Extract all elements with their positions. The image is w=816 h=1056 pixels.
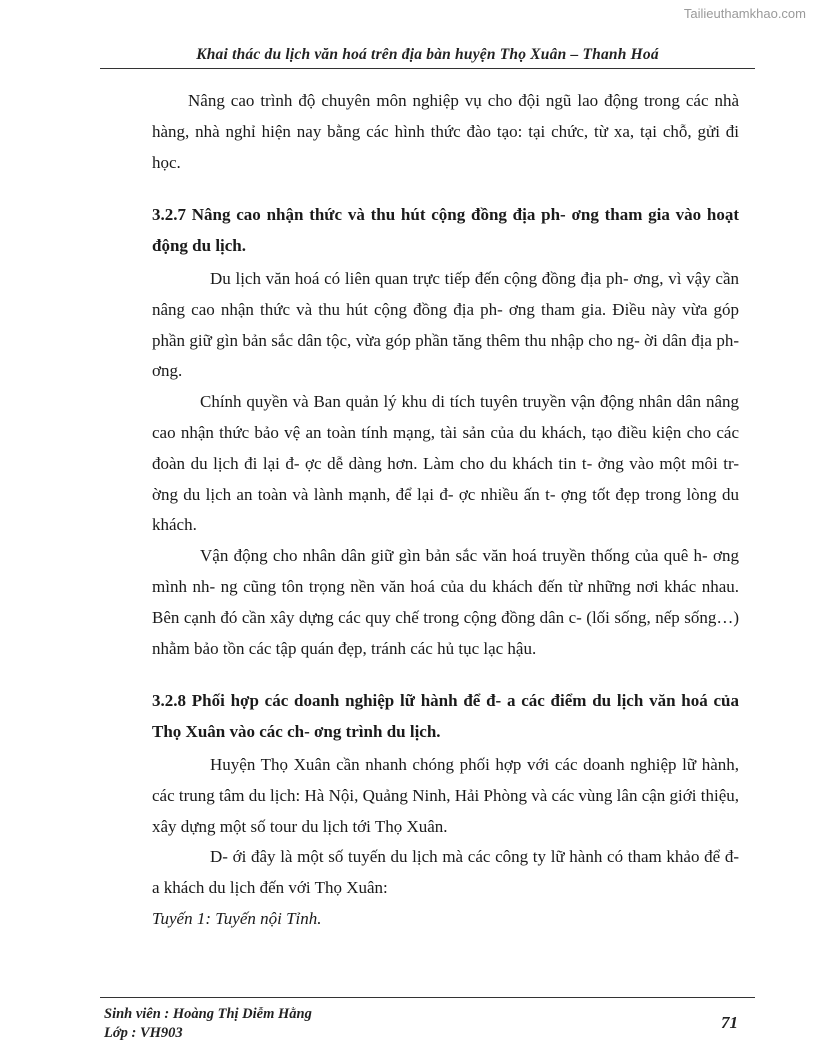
route-1-label: Tuyến 1: Tuyến nội Tỉnh.: [152, 908, 322, 928]
paragraph-3-2-7-1: Du lịch văn hoá có liên quan trực tiếp đến cộng đồng địa ph- ơng, vì vậy cần nâng cao nhận thức và thu hút cộng đồng địa ph- ơng tham gia. Điều này vừa góp phần giữ gìn bản sắc dân tộc, vừa góp phần tăng thêm thu nhập cho ng- ời dân địa ph- ơng.: [152, 268, 739, 381]
footer-author-block: [104, 1005, 312, 1043]
watermark: Tailieuthamkhao.com: [683, 6, 806, 21]
section-heading-3-2-8: 3.2.8 Phối hợp các doanh nghiệp lữ hành để đ- a các điểm du lịch văn hoá của Thọ Xuân vào các ch- ơng trình du lịch.: [152, 691, 739, 742]
paragraph-3-2-8-2: D- ới đây là một số tuyến du lịch mà các công ty lữ hành có tham khảo để đ- a khách du lịch đến với Thọ Xuân:: [152, 847, 739, 898]
paragraph-3-2-7-2: Chính quyền và Ban quản lý khu di tích tuyên truyền vận động nhân dân nâng cao nhận thức bảo vệ an toàn tính mạng, tài sản của du khách, tạo điều kiện cho các đoàn du lịch đi lại đ- ợc dễ dàng hơn. Làm cho du khách tin t- ởng vào một môi tr- ờng du lịch an toàn và lành mạnh, để lại đ- ợc nhiều ấn t- ợng tốt đẹp trong lòng du khách.: [152, 392, 739, 535]
page-number: 71: [721, 1013, 738, 1032]
footer-divider: [100, 997, 755, 998]
paragraph-3-2-8-1: Huyện Thọ Xuân cần nhanh chóng phối hợp với các doanh nghiệp lữ hành, các trung tâm du lịch: Hà Nội, Quảng Ninh, Hải Phòng và các vùng lân cận giới thiệu, xây dựng một số tour du lịch tới Thọ Xuân.: [152, 754, 739, 836]
paragraph-3-2-7-3: Vận động cho nhân dân giữ gìn bản sắc văn hoá truyền thống của quê h- ơng mình nh- ng cũng tôn trọng nền văn hoá của du khách đến từ những nơi khác nhau. Bên cạnh đó cần xây dựng các quy chế trong cộng đồng dân c- (lối sống, nếp sống…) nhằm bảo tồn các tập quán đẹp, tránh các hủ tục lạc hậu.: [152, 546, 739, 658]
header-divider: [100, 68, 755, 69]
section-heading-3-2-7: 3.2.7 Nâng cao nhận thức và thu hút cộng đồng địa ph- ơng tham gia vào hoạt động du lịch.: [152, 205, 739, 256]
page-content: [152, 86, 739, 935]
running-header: Khai thác du lịch văn hoá trên địa bàn huyện Thọ Xuân – Thanh Hoá: [196, 46, 659, 63]
footer-student: Sinh viên : Hoàng Thị Diễm Hằng: [104, 1006, 312, 1022]
footer-class: Lớp : VH903: [104, 1025, 183, 1041]
paragraph-intro: Nâng cao trình độ chuyên môn nghiệp vụ cho đội ngũ lao động trong các nhà hàng, nhà nghỉ hiện nay bằng các hình thức đào tạo: tại chức, từ xa, tại chỗ, gửi đi học.: [152, 91, 739, 172]
